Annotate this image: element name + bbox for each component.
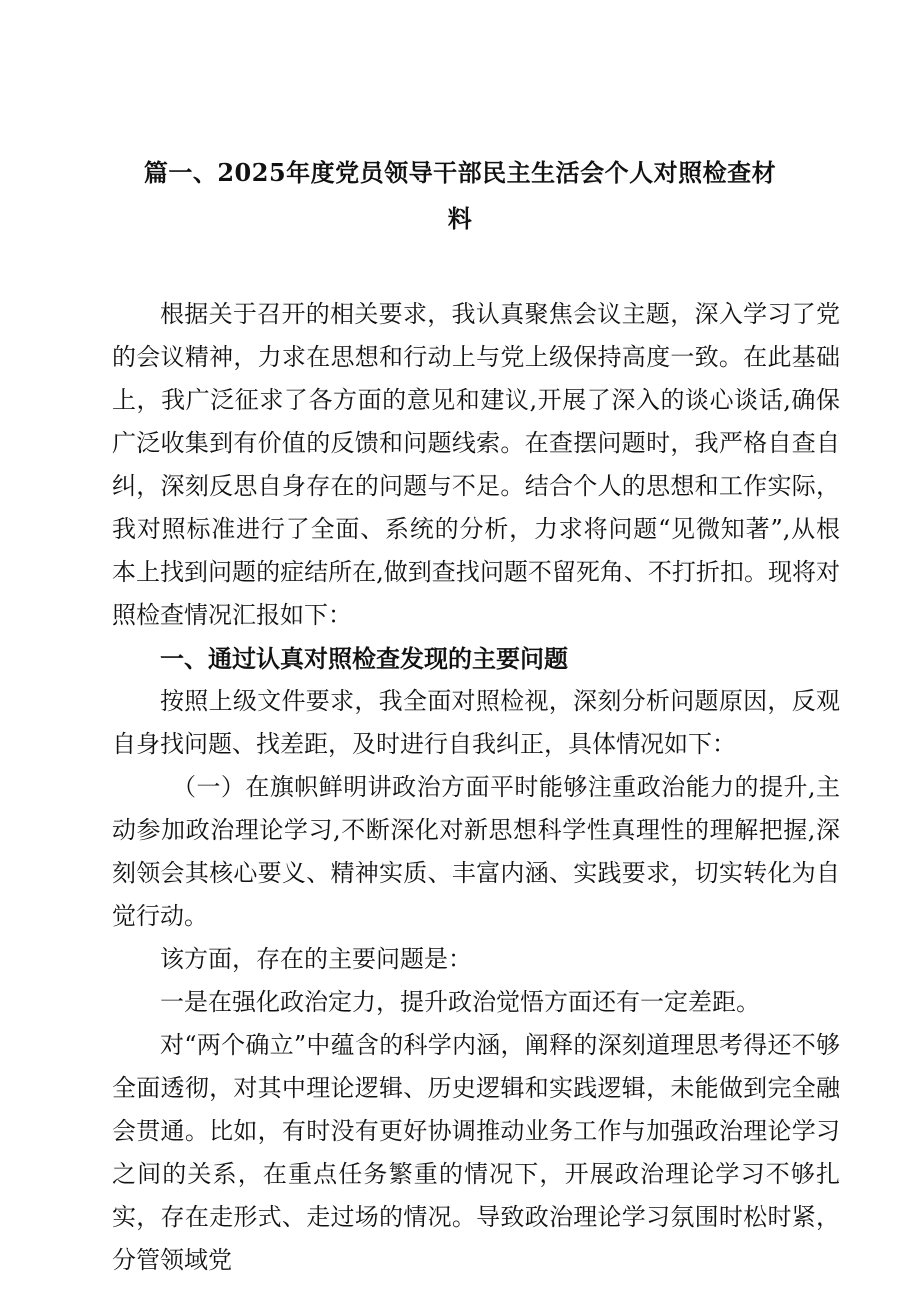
document-title-line-2: 料 bbox=[447, 204, 473, 233]
document-body bbox=[112, 293, 840, 1282]
section-heading-1: 一、通过认真对照检查发现的主要问题 bbox=[160, 644, 568, 673]
subsection-1: （一）在旗帜鲜明讲政治方面平时能够注重政治能力的提升,主动参加政治理论学习,不断深化对新思想科学性真理性的理解把握,深刻领会其核心要义、精神实质、丰富内涵、实践要求，切实转化为自觉行动。 bbox=[112, 773, 840, 930]
document-title-line-1: 篇一、2025年度党员领导干部民主生活会个人对照检查材 bbox=[143, 158, 777, 187]
paragraph-problems-lead: 该方面，存在的主要问题是： bbox=[160, 945, 472, 973]
paragraph-overview: 按照上级文件要求，我全面对照检视，深刻分析问题原因，反观自身找问题、找差距，及时进行自我纠正，具体情况如下： bbox=[112, 687, 840, 758]
paragraph-problem-1-detail: 对“两个确立”中蕴含的科学内涵，阐释的深刻道理思考得还不够全面透彻，对其中理论逻辑、历史逻辑和实践逻辑，未能做到完全融会贯通。比如，有时没有更好协调推动业务工作与加强政治理论学习之间的关系，在重点任务繁重的情况下，开展政治理论学习不够扎实，存在走形式、走过场的情况。导致政治理论学习氛围时松时紧，分管领域党 bbox=[112, 1031, 840, 1274]
paragraph-problem-1: 一是在强化政治定力，提升政治觉悟方面还有一定差距。 bbox=[160, 988, 760, 1016]
paragraph-intro: 根据关于召开的相关要求，我认真聚焦会议主题，深入学习了党的会议精神，力求在思想和行动上与党上级保持高度一致。在此基础上，我广泛征求了各方面的意见和建议,开展了深入的谈心谈话,确保广泛收集到有价值的反馈和问题线索。在查摆问题时，我严格自查自纠，深刻反思自身存在的问题与不足。结合个人的思想和工作实际，我对照标准进行了全面、系统的分析，力求将问题“见微知著”,从根本上找到问题的症结所在,做到查找问题不留死角、不打折扣。现将对照检查情况汇报如下： bbox=[112, 300, 840, 629]
